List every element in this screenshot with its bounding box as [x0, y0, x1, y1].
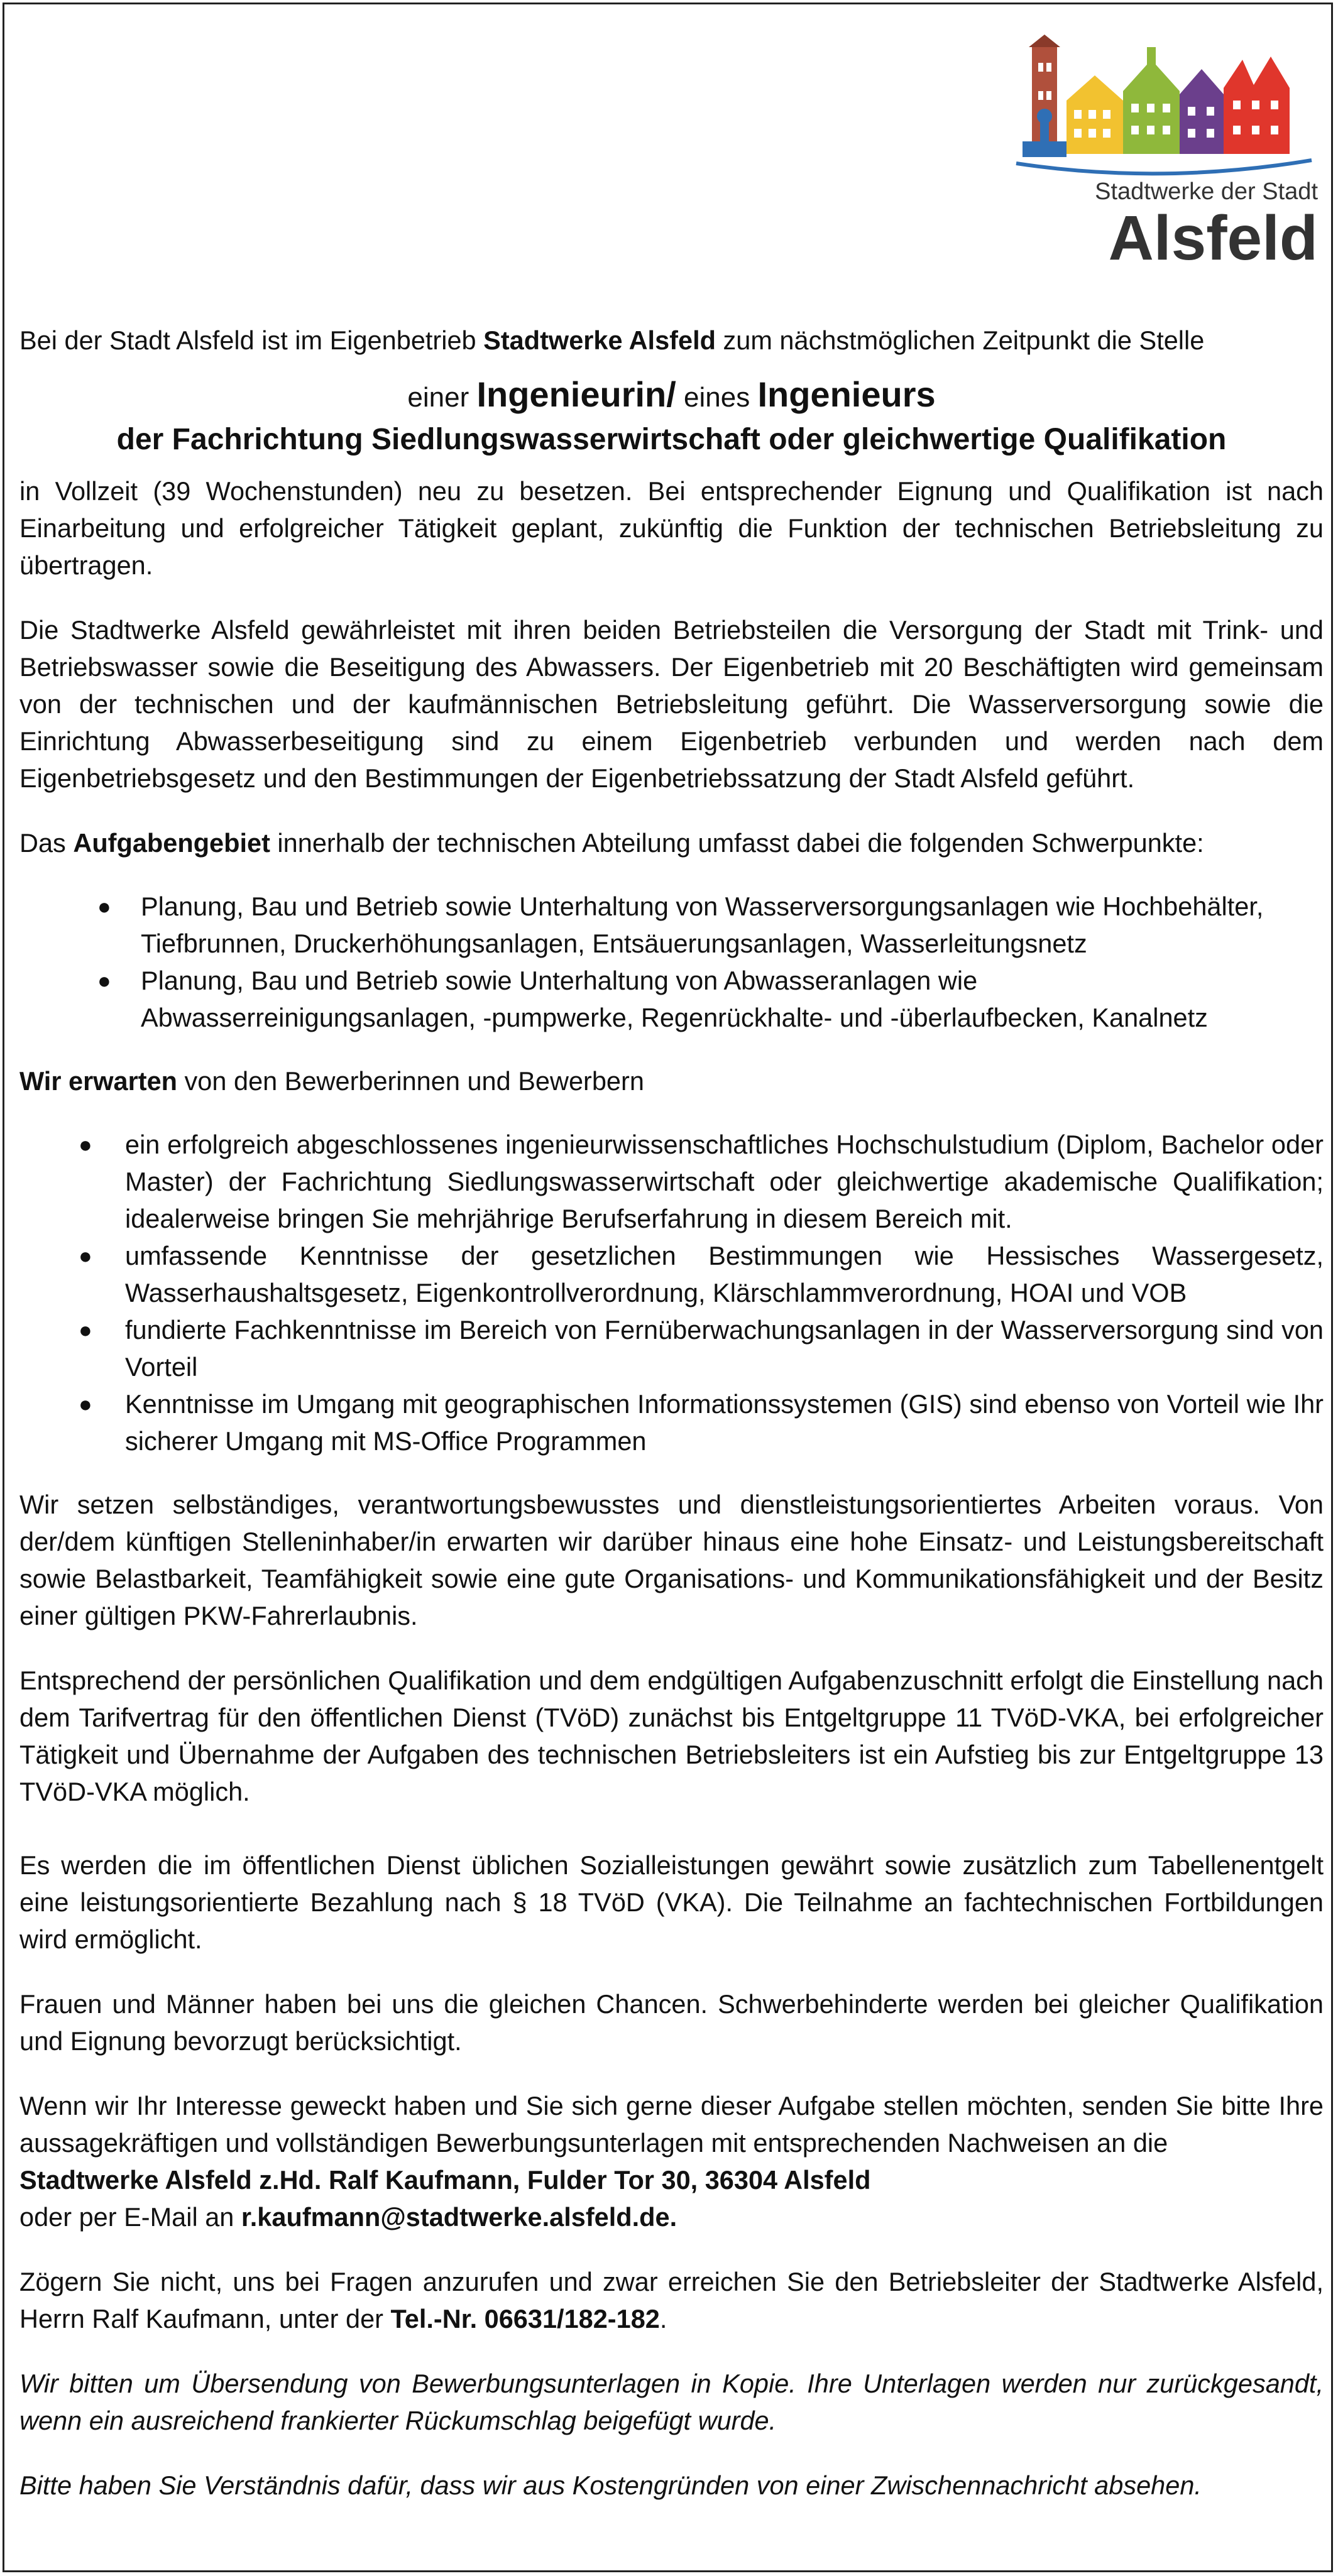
email-pre: oder per E-Mail an	[19, 2202, 241, 2232]
list-item-line: Tiefbrunnen, Druckerhöhungsanlagen, Entsäuerungsanlagen, Wasserleitungsnetz	[141, 929, 1087, 958]
note-copies: Wir bitten um Übersendung von Bewerbungsunterlagen in Kopie. Ihre Unterlagen werden nur zurückgesandt, wenn ein ausreichend frankierter Rückumschlag beigefügt wurde.	[19, 2369, 1324, 2435]
title-male: Ingenieurs	[757, 374, 936, 414]
paragraph-benefits: Es werden die im öffentlichen Dienst üblichen Sozialleistungen gewährt sowie zusätzlich zum Tabellenentgelt eine leistungsorientierte Bezahlung nach § 18 TVöD (VKA). Die Teilnahme an fachtechnischen Fortbildungen wird ermöglicht.	[19, 1850, 1324, 1954]
email-link[interactable]: r.kaufmann@stadtwerke.alsfeld.de.	[241, 2202, 677, 2232]
list-item	[19, 1126, 1324, 1237]
title-word: einer	[407, 382, 477, 413]
expect-heading	[19, 1062, 1324, 1100]
application-address	[19, 2161, 1324, 2198]
bullet-icon: ●	[79, 1243, 92, 1269]
paragraph-expectations: Wir setzen selbständiges, verantwortungsbewusstes und dienstleistungsorientiertes Arbeiten voraus. Von der/dem künftigen Stelleninhaber/in erwarten wir darüber hinaus eine hohe Einsatz- und Leistungsbereitschaft sowie Belastbarkeit, Teamfähigkeit sowie eine gute Organisations- und Kommunikationsfähigkeit und der Besitz einer gültigen PKW-Fahrerlaubnis.	[19, 1490, 1324, 1630]
list-item	[19, 962, 1324, 1036]
paragraph-application	[19, 2087, 1324, 2235]
expect-keyword: Wir erwarten	[19, 1066, 178, 1096]
job-title-line1	[19, 373, 1324, 420]
paragraph-company: Die Stadtwerke Alsfeld gewährleistet mit ihren beiden Betriebsteilen die Versorgung der Stadt mit Trink- und Betriebswasser sowie die Beseitigung des Abwassers. Der Eigenbetrieb mit 20 Beschäftigten wird gemeinsam von der technischen und der kaufmännischen Betriebsleitung geführt. Die Wasserversorgung sowie die Einrichtung Abwasserbeseitigung sind zu einem Eigenbetrieb verbunden und werden nach dem Eigenbetriebsgesetz und den Bestimmungen der Eigenbetriebssatzung der Stadt Alsfeld geführt.	[19, 615, 1324, 793]
list-item-line: Planung, Bau und Betrieb sowie Unterhaltung von Abwasseranlagen wie	[141, 966, 978, 995]
list-item-line: Abwasserreinigungsanlagen, -pumpwerke, Regenrückhalte- und -überlaufbecken, Kanalnetz	[141, 1003, 1208, 1032]
logo-subtitle: Stadtwerke der Stadt	[1095, 178, 1318, 205]
list-item	[19, 1311, 1324, 1385]
phone-pre: Zögern Sie nicht, uns bei Fragen anzurufen und zwar erreichen Sie den Betriebsleiter der Stadtwerke Alsfeld, Herrn Ralf Kaufmann, unter der	[19, 2267, 1324, 2333]
requirements-list	[19, 1126, 1324, 1460]
bullet-icon: ●	[79, 1391, 92, 1417]
paragraph-salary: Entsprechend der persönlichen Qualifikation und dem endgültigen Aufgabenzuschnitt erfolgt die Einstellung nach dem Tarifvertrag für den öffentlichen Dienst (TVöD) zunächst bis Entgeltgruppe 11 TVöD-VKA, bei erfolgreicher Tätigkeit und Übernahme der Aufgaben des technischen Betriebsleiters ist ein Aufstieg bis zur Entgeltgruppe 13 TVöD-VKA möglich.	[19, 1666, 1324, 1806]
expect-post: von den Bewerberinnen und Bewerbern	[177, 1066, 644, 1096]
list-item-text: Kenntnisse im Umgang mit geographischen Informationssystemen (GIS) sind ebenso von Vorteil wie Ihr sicherer Umgang mit MS-Office Programmen	[125, 1389, 1324, 1456]
application-email-line	[19, 2198, 1324, 2235]
bullet-icon: ●	[97, 893, 111, 919]
paragraph-position: in Vollzeit (39 Wochenstunden) neu zu besetzen. Bei entsprechender Eignung und Qualifikation ist nach Einarbeitung und erfolgreicher Tätigkeit geplant, zukünftig die Funktion der technischen Betriebsleitung zu übertragen.	[19, 476, 1324, 580]
job-advertisement	[3, 3, 1333, 2572]
bullet-icon: ●	[79, 1317, 92, 1343]
list-item	[19, 888, 1324, 962]
employer-name: Stadtwerke Alsfeld	[483, 325, 716, 355]
tasks-post: innerhalb der technischen Abteilung umfasst dabei die folgenden Schwerpunkte:	[270, 828, 1204, 858]
application-text: Wenn wir Ihr Interesse geweckt haben und Sie sich gerne dieser Aufgabe stellen möchten, senden Sie bitte Ihre aussagekräftigen und vollständigen Bewerbungsunterlagen mit entsprechenden Nachweisen an die	[19, 2091, 1324, 2158]
intro-paragraph	[19, 322, 1324, 359]
title-word: eines	[676, 382, 758, 413]
phone-number: Tel.-Nr. 06631/182-182	[390, 2304, 660, 2333]
note-no-interim-notice: Bitte haben Sie Verständnis dafür, dass wir aus Kostengründen von einer Zwischennachricht absehen.	[19, 2470, 1202, 2500]
list-item-text: fundierte Fachkenntnisse im Bereich von Fernüberwachungsanlagen in der Wasserversorgung sind von Vorteil	[125, 1315, 1324, 1382]
title-female: Ingenieurin/	[476, 374, 676, 414]
tasks-list	[19, 888, 1324, 1036]
bullet-icon: ●	[79, 1132, 92, 1157]
phone-post: .	[659, 2304, 667, 2333]
paragraph-equality: Frauen und Männer haben bei uns die gleichen Chancen. Schwerbehinderte werden bei gleicher Qualifikation und Eignung bevorzugt berücksichtigt.	[19, 1989, 1324, 2056]
ad-content	[19, 322, 1324, 2531]
tasks-pre: Das	[19, 828, 74, 858]
list-item	[19, 1385, 1324, 1460]
list-item-line: Planung, Bau und Betrieb sowie Unterhaltung von Wasserversorgungsanlagen wie Hochbehälter,	[141, 892, 1264, 921]
bullet-icon: ●	[97, 968, 111, 993]
job-title	[19, 373, 1324, 460]
address-text: Stadtwerke Alsfeld z.Hd. Ralf Kaufmann, Fulder Tor 30, 36304 Alsfeld	[19, 2165, 871, 2195]
logo-name: Alsfeld	[1108, 203, 1318, 273]
intro-text-end: zum nächstmöglichen Zeitpunkt die Stelle	[715, 325, 1205, 355]
list-item	[19, 1237, 1324, 1311]
paragraph-phone	[19, 2263, 1324, 2337]
stadtwerke-alsfeld-logo	[1004, 35, 1324, 273]
list-item-text: umfassende Kenntnisse der gesetzlichen Bestimmungen wie Hessisches Wassergesetz, Wasserhaushaltsgesetz, Eigenkontrollverordnung, Klärschlammverordnung, HOAI und VOB	[125, 1241, 1324, 1307]
tasks-heading	[19, 824, 1324, 861]
list-item-text: ein erfolgreich abgeschlossenes ingenieurwissenschaftliches Hochschulstudium (Diplom, Bachelor oder Master) der Fachrichtung Siedlungswasserwirtschaft oder gleichwertige akademische Qualifikation; idealerweise bringen Sie mehrjährige Berufserfahrung in diesem Bereich mit.	[125, 1130, 1324, 1233]
job-title-line2: der Fachrichtung Siedlungswasserwirtschaft oder gleichwertige Qualifikation	[116, 423, 1227, 456]
tasks-keyword: Aufgabengebiet	[73, 828, 270, 858]
intro-text: Bei der Stadt Alsfeld ist im Eigenbetrieb	[19, 325, 484, 355]
